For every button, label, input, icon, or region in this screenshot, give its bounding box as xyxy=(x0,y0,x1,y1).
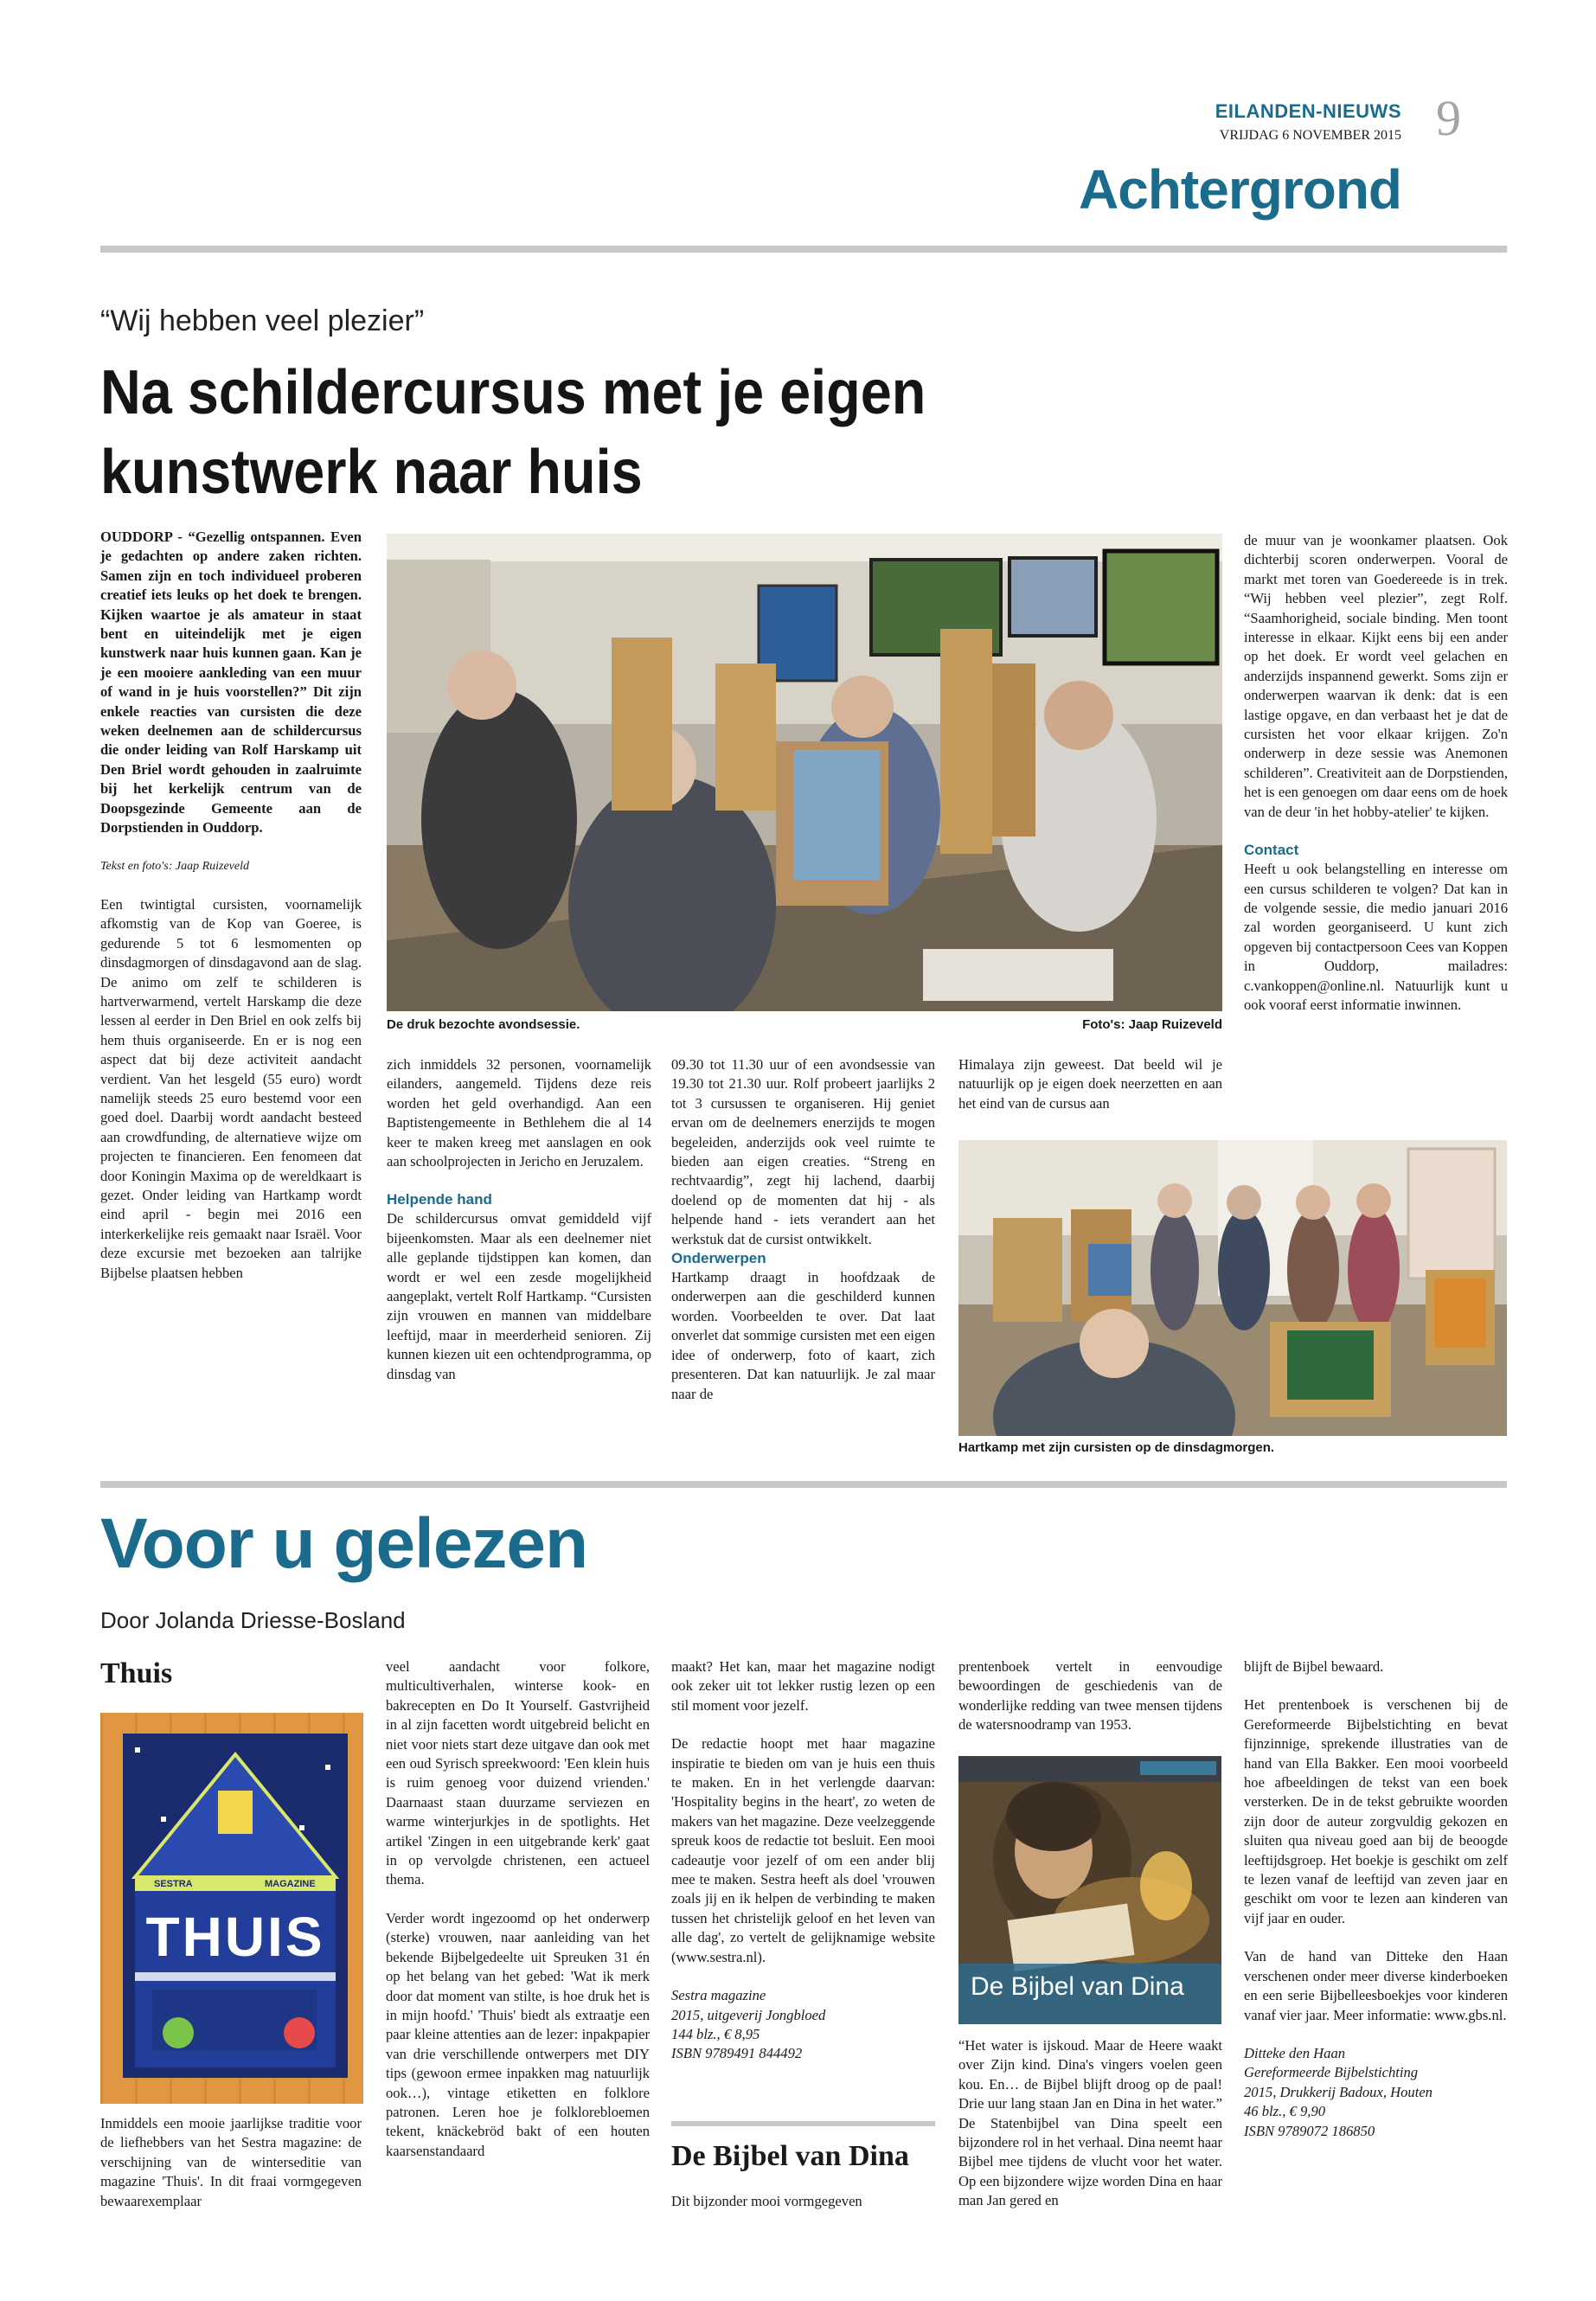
cover-label: MAGAZINE xyxy=(265,1879,316,1889)
photo-painting-class xyxy=(387,534,1222,1011)
article-byline: Tekst en foto's: Jaap Ruizeveld xyxy=(100,859,249,873)
review-col-1 xyxy=(100,2114,362,2211)
review-author: Door Jolanda Driesse-Bosland xyxy=(100,1607,406,1633)
review-body: blijft de Bijbel bewaard. xyxy=(1244,1658,1384,1675)
book2-meta: Ditteke den Haan xyxy=(1244,2044,1346,2061)
paper-name: EILANDEN-NIEUWS xyxy=(1215,100,1401,122)
book2-title: De Bijbel van Dina xyxy=(671,2140,909,2172)
book1-meta: 2015, uitgeverij Jongbloed xyxy=(671,2006,826,2023)
book2-meta: ISBN 9789072 186850 xyxy=(1244,2122,1375,2139)
review-body: Het prentenboek is verschenen bij de Gereformeerde Bijbelstichting en bevat fijnzinnige, sprekende illustraties van de hand van Ella Bakker. Een mooi voorbeeld hoe afbeeldingen de tekst van een boek versterken. De in de tekst gebruikte woorden zijn door de auteur zorgvuldig gekozen en sluiten qua niveau goed aan bij de beoogde leeftijdsgroep. Het boekje is geschikt om zelf te lezen vanaf de leeftijd van zeven jaar en geschikt om voor te lezen aan kinderen van vijf jaar en ouder. xyxy=(1244,1696,1508,1926)
book1-title: Thuis xyxy=(100,1657,173,1689)
photo-tuesday-class xyxy=(958,1140,1507,1436)
article-body: 09.30 tot 11.30 uur of een avondsessie van 19.30 tot 21.30 uur. Rolf probeert jaarlijks 2 tot 3 cursussen te organiseren. Hij geniet ervan om de deelnemers enerzijds te mogen begeleiden, anderzijds ook veel ruimte te bieden aan eigen creaties. “Streng en rechtvaardig”, zegt hij lachend, daarbij doelend op de momenten dat hij - als helpende hand - iets verandert aan het werkstuk dat de cursist ontwikkelt. xyxy=(671,1056,935,1247)
review-body: veel aandacht voor folkore, multicultiverhalen, winterse kook- en bakrecepten en Do It Yourself. Gastvrijheid in al zijn facetten wordt uitgebreid belicht en niet voor niets start deze uitgave dan ook met een oud Syrisch spreekwoord: 'Een klein huis is ruim genoeg voor duizend vrienden.' Daarnaast staan duurzame serviezen en warme winterjurkjes in de spotlights. Het artikel 'Zingen in een uitgebrande kerk' gaat in op vervolgde christenen, een actueel thema. xyxy=(386,1658,650,1888)
review-body: “Het water is ijskoud. Maar de Heere waakt over Zijn kind. Dina's vingers voelen geen kou. En… de Bijbel blijft droog op de paal! Drie uur lang staan Jan en Dina in het water.” De Statenbijbel van Dina speelt een bijzondere rol in het verhaal. Dina neemt haar Bijbel mee tijdens de vlucht voor het water. Op een bijzondere wijze worden Dina en haar man Jan gered en xyxy=(958,2037,1223,2209)
headline-line-2: kunstwerk naar huis xyxy=(100,438,643,507)
article-body: De schildercursus omvat gemiddeld vijf bijeenkomsten. Maar als een deelnemer niet alle geplande tijdstippen kan komen, dan wordt er wel een zesde mogelijkheid aangeplakt, vertelt Rolf Hartkamp. “Cursisten zijn vrouwen en mannen van middelbare leeftijd, maar in meerderheid senioren. Zij kunnen kiezen uit een ochtendprogramma, op dinsdag van xyxy=(387,1210,651,1382)
review-body: Inmiddels een mooie jaarlijkse traditie voor de liefhebbers van het Sestra magazine: de verschijning van de winterseditie van magazine 'Thuis'. In dit fraai vormgegeven bewaarexemplaar xyxy=(100,2115,362,2209)
article-headline xyxy=(100,353,926,512)
cover-title: THUIS xyxy=(145,1906,325,1968)
article-col-5 xyxy=(1244,531,1508,1015)
review-body: Van de hand van Ditteke den Haan verschenen onder meer diverse kinderboeken en een serie Bijbelleesboekjes voor kinderen vanaf vier jaar. Meer informatie: www.gbs.nl. xyxy=(1244,1948,1508,2023)
article-kicker: “Wij hebben veel plezier” xyxy=(100,304,425,337)
subhead-contact: Contact xyxy=(1244,842,1299,859)
photo1-credit: Foto's: Jaap Ruizeveld xyxy=(1082,1017,1222,1032)
cover-brand: SESTRA xyxy=(154,1879,193,1889)
review-section-title: Voor u gelezen xyxy=(100,1504,588,1583)
headline-line-1: Na schildercursus met je eigen xyxy=(100,358,926,427)
review-body: maakt? Het kan, maar het magazine nodigt ook zeker uit tot lekker rustig lezen op een stil moment voor jezelf. xyxy=(671,1658,935,1714)
bijbel-van-dina-cover xyxy=(958,1756,1221,2024)
review-col-3b xyxy=(671,2192,935,2211)
article-body: de muur van je woonkamer plaatsen. Ook dichterbij scoren onderwerpen. Vooral de markt met toren van Goedereede is in trek. “Wij hebben veel plezier”, zegt Rolf. “Saamhorigheid, sociale binding. Men toont interesse in elkaar. Kijkt eens bij een ander op het doek. Er wordt veel gelachen en anderzijds inspannend gewerkt. Soms zijn er onderwerpen waarvan ik denk: dat is een lastige opgave, en dan verbaast het je dat de cursisten het voor elkaar krijgen. Zo'n onderwerp in deze sessie was Anemonen schilderen”. Creativiteit aan de Dorpstienden, het is een genoegen om daar eens om de hoek van de deur 'in het hobby-atelier' te kijken. xyxy=(1244,532,1508,820)
section-title: Achtergrond xyxy=(1079,158,1401,221)
mid-rule xyxy=(100,1481,1507,1488)
photo2-caption: Hartkamp met zijn cursisten op de dinsdagmorgen. xyxy=(958,1440,1275,1455)
subhead-helpende-hand: Helpende hand xyxy=(387,1191,492,1208)
article-col-4 xyxy=(958,1055,1222,1113)
book2-rule xyxy=(671,2121,935,2126)
review-body: Dit bijzonder mooi vormgegeven xyxy=(671,2193,862,2209)
photo1-caption: De druk bezochte avondsessie. xyxy=(387,1017,580,1032)
article-body: Hartkamp draagt in hoofdzaak de onderwerpen aan die geschilderd kunnen worden. Voorbeelden te over. Dat laat onverlet dat sommige cursisten met een eigen idee of onderwerp, foto of kaart, zich presenteren. Dat kan natuurlijk. Je zal maar naar de xyxy=(671,1269,935,1402)
article-body: Een twintigtal cursisten, voornamelijk afkomstig van de Kop van Goeree, is gedurende 5 tot 6 lesmomenten op dinsdagmorgen of dinsdagavond aan de slag. De animo om zelf te schilderen is hartverwarmend, vertelt Harskamp die deze lessen al eerder in Den Briel en ook zelfs bij hem thuis organiseerde. En er is nog een aspect dat bij deze activiteit aandacht verdient. Van het lesgeld (55 euro) wordt namelijk steeds 25 euro bestemd voor een goed doel. Daarbij wordt aandacht besteed aan crowdfunding, de alternatieve wijze om projecten te financieren. Een fenomeen dat door Koningin Maxima op de wereldkaart is gezet. Onder leiding van Hartkamp wordt eind april - begin mei 2016 een interkerkelijke reis gemaakt naar Israël. Voor deze excursie met bezoeken aan talrijke Bijbelse plaatsen hebben xyxy=(100,895,362,1281)
subhead-onderwerpen: Onderwerpen xyxy=(671,1250,766,1267)
book1-meta: 144 blz., € 8,95 xyxy=(671,2025,760,2042)
article-body: Himalaya zijn geweest. Dat beeld wil je natuurlijk op je eigen doek neerzetten en aan het eind van de cursus aan xyxy=(958,1056,1222,1112)
review-col-5 xyxy=(1244,1657,1508,2141)
review-col-3 xyxy=(671,1657,935,2064)
issue-date: VRIJDAG 6 NOVEMBER 2015 xyxy=(1219,128,1401,143)
thuis-magazine-cover xyxy=(100,1713,363,2104)
review-body: De redactie hoopt met haar magazine inspiratie te bieden om van je huis een thuis te maken. En in het verlengde daarvan: 'Hospitality begins in the heart', zo weten de makers van het magazine. Deze veelzeggende spreuk koos de redactie tot besluit. Een mooi cadeautje voor jezelf of om een ander blij mee te maken. Sestra heeft als doel 'vrouwen zoals jij en ik helpen de verbinding te maken tussen het christelijk geloof en het leven van alle dag', zo vertelt de gelijknamige website (www.sestra.nl). xyxy=(671,1735,935,1965)
article-intro: OUDDORP - “Gezellig ontspannen. Even je gedachten op andere zaken richten. Samen zijn en toch individueel proberen creatief iets leuks op het doek te brengen. Kijken waartoe je als amateur in staat bent en uiteindelijk met je eigen kunstwerk naar huis kunnen gaan. Kan je je een mooiere aankleding van een muur of wand in je huis voorstellen?” Dit zijn enkele reacties van cursisten die deze weken deelnemen aan de schildercursus die onder leiding van Rolf Harskamp uit Den Briel wordt gehouden in zaalruimte bij het kerkelijk centrum van de Doopsgezinde Gemeente aan de Dorpstienden in Ouddorp. xyxy=(100,529,362,836)
book2-meta: Gereformeerde Bijbelstichting xyxy=(1244,2064,1419,2081)
top-rule xyxy=(100,246,1507,253)
book2-meta: 46 blz., € 9,90 xyxy=(1244,2103,1326,2120)
article-col-1 xyxy=(100,528,362,1283)
book1-meta: ISBN 9789491 844492 xyxy=(671,2045,803,2062)
book1-meta: Sestra magazine xyxy=(671,1987,766,2004)
review-col-4b xyxy=(958,2036,1222,2211)
review-body: prentenboek vertelt in eenvoudige bewoordingen de geschiedenis van de wonderlijke redding van twee mensen tijdens de watersnoodramp van 1953. xyxy=(958,1658,1222,1734)
review-col-4a xyxy=(958,1657,1222,1735)
review-col-2 xyxy=(386,1657,650,2161)
article-body: Heeft u ook belangstelling en interesse om een cursus schilderen te volgen? Dat kan in de volgende sessie, die medio januari 2016 zal worden georganiseerd. U kunt zich opgeven bij contactpersoon Cees van Koppen in Ouddorp, mailadres: c.vankoppen@online.nl. Natuurlijk kunt u ook vooraf eerst informatie inwinnen. xyxy=(1244,861,1508,1013)
cover-dina-title: De Bijbel van Dina xyxy=(971,1972,1184,2001)
page-number: 9 xyxy=(1436,90,1461,146)
book2-meta: 2015, Drukkerij Badoux, Houten xyxy=(1244,2083,1433,2100)
article-col-3 xyxy=(671,1055,935,1404)
article-col-2 xyxy=(387,1055,651,1384)
article-body: zich inmiddels 32 personen, voornamelijk eilanders, aangemeld. Tijdens deze reis worden het geld overhandigd. Aan een Baptistengemeente in Bethlehem die al 14 keer te maken kreeg met aanslagen en ook aan schoolprojecten in Jericho en Jeruzalem. xyxy=(387,1056,651,1170)
review-body: Verder wordt ingezoomd op het onderwerp (sterke) vrouwen, naar aanleiding van het bekende Bijbelgedeelte uit Spreuken 31 én op het belang van het gebed: 'Wat ik merk door dat moment van stilte, is hoe druk het is in mijn hoofd.' 'Thuis' biedt als extraatje een paar kleine attenties aan de lezer: inpakpapier van drie verschillende ontwerpers met DIY tips (gewoon ermee inpakken mag natuurlijk ook…), vintage etiketten en folklore patronen. Leren hoe je folklorebloemen tekent, knäckebröd bakt of een houten kaarsenstandaard xyxy=(386,1909,650,2159)
